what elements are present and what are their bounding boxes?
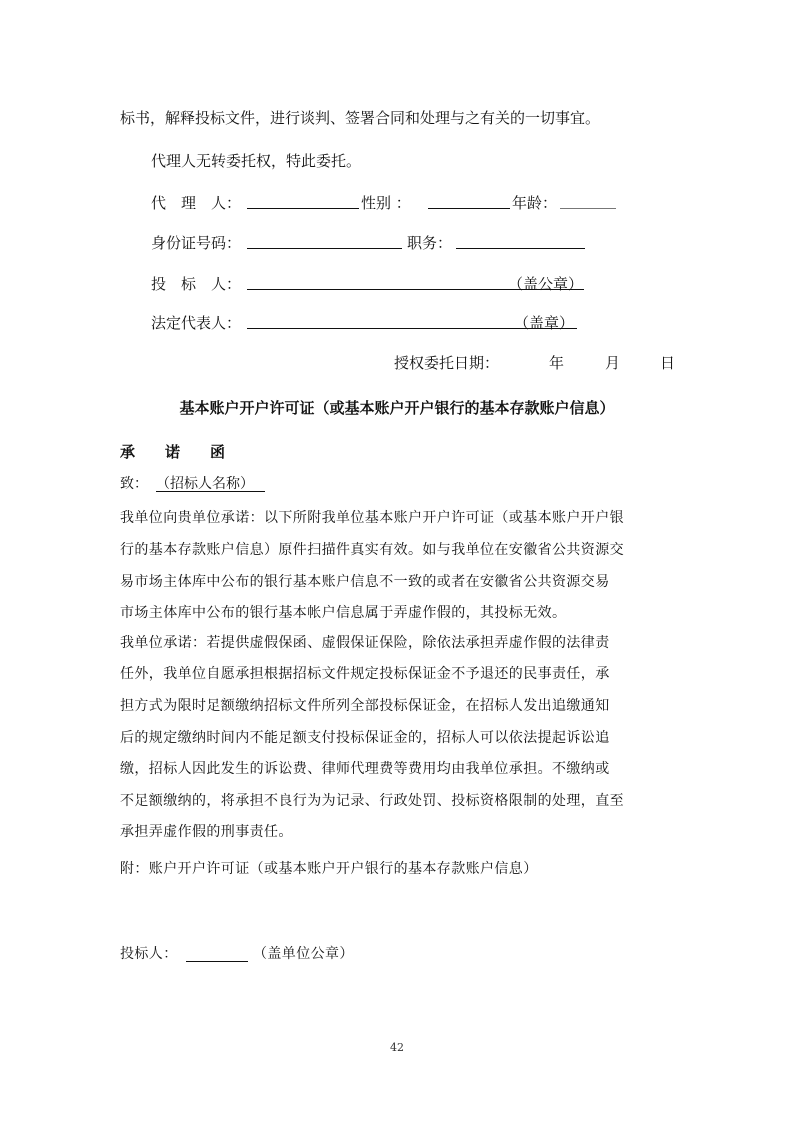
- addressee-label: 致：: [120, 476, 148, 492]
- pledge-p2-line2: 任外，我单位自愿承担根据招标文件规定投标保证金不予退还的民事责任，承: [120, 666, 610, 682]
- bidder-label: 投 标 人：: [151, 275, 242, 293]
- position-field[interactable]: [456, 248, 585, 249]
- authorization-date-label: 授权委托日期：: [394, 354, 500, 372]
- position-label: 职务：: [407, 234, 453, 252]
- section-heading: 基本账户开户许可证（或基本账户开户银行的基本存款账户信息）: [179, 399, 615, 417]
- pledge-p1-line3: 易市场主体库中公布的银行基本账户信息不一致的或者在安徽省公共资源交易: [120, 574, 610, 590]
- legal-representative-label: 法定代表人：: [151, 314, 242, 332]
- gender-field[interactable]: [428, 208, 510, 209]
- signature-bidder-field[interactable]: [186, 961, 248, 962]
- signature-seal-note: （盖单位公章）: [253, 946, 354, 962]
- date-month-label: 月: [605, 354, 621, 372]
- addressee-underline: [156, 491, 265, 492]
- date-year-label: 年: [549, 354, 565, 372]
- pledge-p2-line3: 担方式为限时足额缴纳招标文件所列全部投标保证金，在招标人发出追缴通知: [120, 698, 610, 714]
- addressee-value: （招标人名称）: [156, 476, 254, 492]
- signature-bidder-label: 投标人：: [120, 946, 178, 962]
- pledge-p2-line5: 缴，招标人因此发生的诉讼费、律师代理费等费用均由我单位承担。不缴纳或: [120, 761, 610, 777]
- gender-label: 性别 ：: [361, 194, 411, 212]
- bidder-seal-note: （盖公章）: [508, 275, 584, 293]
- attachment-note: 附：账户开户许可证（或基本账户开户银行的基本存款账户信息）: [120, 861, 538, 877]
- pledge-p2-line1: 我单位承诺：若提供虚假保函、虚假保证保险，除依法承担弄虚作假的法律责: [120, 635, 610, 651]
- date-day-label: 日: [660, 354, 676, 372]
- pledge-title: 承 诺 函: [120, 443, 226, 461]
- agent-name-field[interactable]: [247, 208, 359, 209]
- id-number-field[interactable]: [247, 248, 402, 249]
- auth-continuation-line: 标书，解释投标文件，进行谈判、签署合同和处理与之有关的一切事宜。: [120, 109, 601, 127]
- pledge-p1-line2: 行的基本存款账户信息）原件扫描件真实有效。如与我单位在安徽省公共资源交: [120, 542, 624, 558]
- pledge-p2-line6: 不足额缴纳的，将承担不良行为为记录、行政处罚、投标资格限制的处理，直至: [120, 793, 624, 809]
- pledge-p2-line4: 后的规定缴纳时间内不能足额支付投标保证金的，招标人可以依法提起诉讼追: [120, 730, 610, 746]
- id-number-label: 身份证号码：: [151, 234, 242, 252]
- age-field[interactable]: [560, 208, 616, 209]
- age-label: 年龄：: [512, 194, 558, 212]
- pledge-p1-line1: 我单位向贵单位承诺：以下所附我单位基本账户开户许可证（或基本账户开户银: [120, 510, 624, 526]
- legal-seal-note: （盖章）: [514, 314, 575, 332]
- pledge-p2-line7: 承担弄虚作假的刑事责任。: [120, 824, 293, 840]
- agent-label: 代 理 人：: [151, 194, 242, 212]
- page-number: 42: [390, 1041, 404, 1054]
- no-subdelegation-line: 代理人无转委托权，特此委托。: [151, 152, 362, 170]
- pledge-p1-line4: 市场主体库中公布的银行基本帐户信息属于弄虚作假的，其投标无效。: [120, 605, 567, 621]
